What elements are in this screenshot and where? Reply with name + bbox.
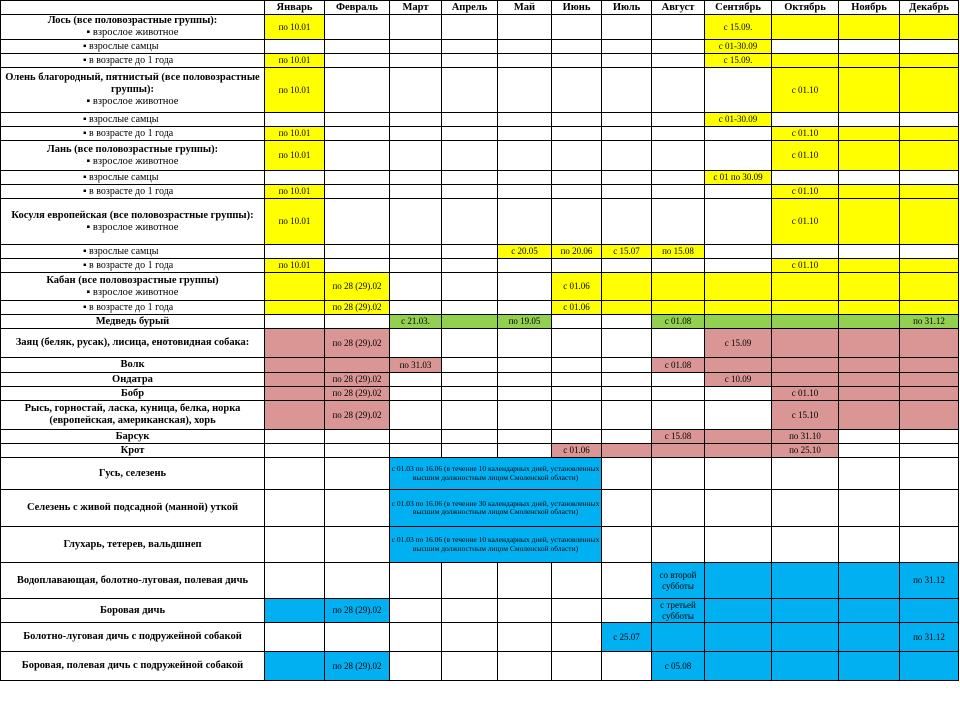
month-header: Июль (602, 1, 652, 15)
season-cell: по 28 (29).02 (325, 373, 390, 387)
species-sublabel: ▪ взрослые самцы (1, 245, 265, 259)
season-cell: с 10.09 (705, 373, 772, 387)
table-row (1, 273, 959, 301)
table-row (1, 301, 959, 315)
month-header: Сентябрь (705, 1, 772, 15)
table-row (1, 329, 959, 358)
table-row (1, 430, 959, 444)
species-label: Волк (1, 358, 265, 373)
month-header: Ноябрь (839, 1, 900, 15)
season-cell: по 10.01 (265, 185, 325, 199)
season-cell: с третьей субботы (652, 599, 705, 623)
table-row (1, 127, 959, 141)
table-row (1, 171, 959, 185)
species-sublabel: ▪ в возрасте до 1 года (1, 301, 265, 315)
table-row (1, 373, 959, 387)
season-cell: с 01.08 (652, 358, 705, 373)
species-label: Кабан (все половозрастные группы) ▪ взрослое животное (1, 273, 265, 301)
season-cell: с 20.05 (498, 245, 552, 259)
species-label: Косуля европейская (все половозрастные группы): ▪ взрослое животное (1, 199, 265, 245)
season-cell: по 31.03 (390, 358, 442, 373)
species-sublabel: ▪ в возрасте до 1 года (1, 259, 265, 273)
season-cell: с 01.10 (772, 387, 839, 401)
season-cell: с 01.10 (772, 259, 839, 273)
species-sublabel: ▪ взрослые самцы (1, 40, 265, 54)
season-cell: с 15.08 (652, 430, 705, 444)
table-row (1, 563, 959, 599)
season-cell: с 01-30.09 (705, 113, 772, 127)
species-label: Медведь бурый (1, 315, 265, 329)
month-header: Апрель (442, 1, 498, 15)
season-cell: с 01 по 30.09 (705, 171, 772, 185)
season-cell: по 10.01 (265, 127, 325, 141)
table-row (1, 490, 959, 527)
header-row (1, 1, 959, 15)
table-row (1, 245, 959, 259)
species-label: Болотно-луговая дичь с подружейной собакой (1, 623, 265, 652)
species-sublabel: ▪ взрослые самцы (1, 171, 265, 185)
season-cell: с 01.10 (772, 141, 839, 171)
season-cell: с 25.07 (602, 623, 652, 652)
table-row (1, 401, 959, 430)
species-label: Бобр (1, 387, 265, 401)
season-cell: с 15.09. (705, 54, 772, 68)
season-cell: по 10.01 (265, 68, 325, 113)
season-cell: с 01.03 по 16.06 (в течение 30 календарных дней, установленных высшим должностным лицом Смоленской области) (390, 490, 602, 527)
season-cell: с 05.08 (652, 652, 705, 681)
season-cell: со второй субботы (652, 563, 705, 599)
table-row (1, 599, 959, 623)
month-header: Октябрь (772, 1, 839, 15)
season-cell: с 15.09. (705, 15, 772, 40)
season-cell: по 20.06 (552, 245, 602, 259)
month-header: Июнь (552, 1, 602, 15)
table-row (1, 68, 959, 113)
season-cell: по 19.05 (498, 315, 552, 329)
species-sublabel: ▪ в возрасте до 1 года (1, 127, 265, 141)
table-row (1, 141, 959, 171)
species-label: Гусь, селезень (1, 458, 265, 490)
season-cell: по 10.01 (265, 199, 325, 245)
table-row (1, 623, 959, 652)
species-label: Водоплавающая, болотно-луговая, полевая дичь (1, 563, 265, 599)
table-row (1, 15, 959, 40)
species-label: Олень благородный, пятнистый (все половозрастные группы): ▪ взрослое животное (1, 68, 265, 113)
table-row (1, 113, 959, 127)
table-row (1, 315, 959, 329)
species-label: Лань (все половозрастные группы): ▪ взрослое животное (1, 141, 265, 171)
season-cell: с 01.06 (552, 444, 602, 458)
season-cell: по 31.12 (900, 563, 959, 599)
season-cell: по 28 (29).02 (325, 599, 390, 623)
season-cell: с 01.03 по 16.06 (в течение 10 календарных дней, установленных высшим должностным лицом Смоленской области) (390, 527, 602, 563)
species-label: Барсук (1, 430, 265, 444)
season-cell: с 15.09 (705, 329, 772, 358)
species-label: Рысь, горностай, ласка, куница, белка, норка (европейская, американская), хорь (1, 401, 265, 430)
species-sublabel: ▪ в возрасте до 1 года (1, 185, 265, 199)
season-cell: с 01.06 (552, 301, 602, 315)
species-label: Глухарь, тетерев, вальдшнеп (1, 527, 265, 563)
species-sublabel: ▪ взрослые самцы (1, 113, 265, 127)
month-header: Март (390, 1, 442, 15)
table-row (1, 458, 959, 490)
table-row (1, 259, 959, 273)
season-cell: с 15.07 (602, 245, 652, 259)
species-label: Лось (все половозрастные группы): ▪ взрослое животное (1, 15, 265, 40)
season-cell: с 15.10 (772, 401, 839, 430)
season-cell: с 01.06 (552, 273, 602, 301)
table-row (1, 40, 959, 54)
season-cell: по 28 (29).02 (325, 387, 390, 401)
season-cell: по 15.08 (652, 245, 705, 259)
season-cell: по 31.10 (772, 430, 839, 444)
season-cell: по 28 (29).02 (325, 301, 390, 315)
season-cell: с 01.10 (772, 185, 839, 199)
season-cell: по 25.10 (772, 444, 839, 458)
table-row (1, 199, 959, 245)
season-cell: по 10.01 (265, 54, 325, 68)
season-cell: с 01-30.09 (705, 40, 772, 54)
species-label: Ондатра (1, 373, 265, 387)
species-label: Боровая дичь (1, 599, 265, 623)
table-row (1, 652, 959, 681)
season-cell: по 10.01 (265, 259, 325, 273)
table-row (1, 527, 959, 563)
season-cell: с 01.10 (772, 127, 839, 141)
season-cell: по 28 (29).02 (325, 273, 390, 301)
season-cell: с 01.10 (772, 68, 839, 113)
month-header: Декабрь (900, 1, 959, 15)
season-cell: по 10.01 (265, 141, 325, 171)
table-row (1, 54, 959, 68)
month-header: Февраль (325, 1, 390, 15)
season-cell: с 01.10 (772, 199, 839, 245)
table-row (1, 387, 959, 401)
season-cell: по 28 (29).02 (325, 329, 390, 358)
species-label: Боровая, полевая дичь с подружейной собакой (1, 652, 265, 681)
species-label: Крот (1, 444, 265, 458)
species-sublabel: ▪ в возрасте до 1 года (1, 54, 265, 68)
season-cell: по 31.12 (900, 315, 959, 329)
table-row (1, 185, 959, 199)
month-header: Август (652, 1, 705, 15)
season-cell: по 10.01 (265, 15, 325, 40)
species-label: Селезень с живой подсадной (манной) уткой (1, 490, 265, 527)
season-cell: по 28 (29).02 (325, 401, 390, 430)
corner-cell (1, 1, 265, 15)
species-label: Заяц (беляк, русак), лисица, енотовидная собака: (1, 329, 265, 358)
month-header: Январь (265, 1, 325, 15)
season-cell: по 28 (29).02 (325, 652, 390, 681)
table-row (1, 358, 959, 373)
season-cell: с 01.08 (652, 315, 705, 329)
table-row (1, 444, 959, 458)
month-header: Май (498, 1, 552, 15)
season-cell: с 21.03. (390, 315, 442, 329)
season-cell: с 01.03 по 16.06 (в течение 10 календарных дней, установленных высшим должностным лицом Смоленской области) (390, 458, 602, 490)
season-cell: по 31.12 (900, 623, 959, 652)
